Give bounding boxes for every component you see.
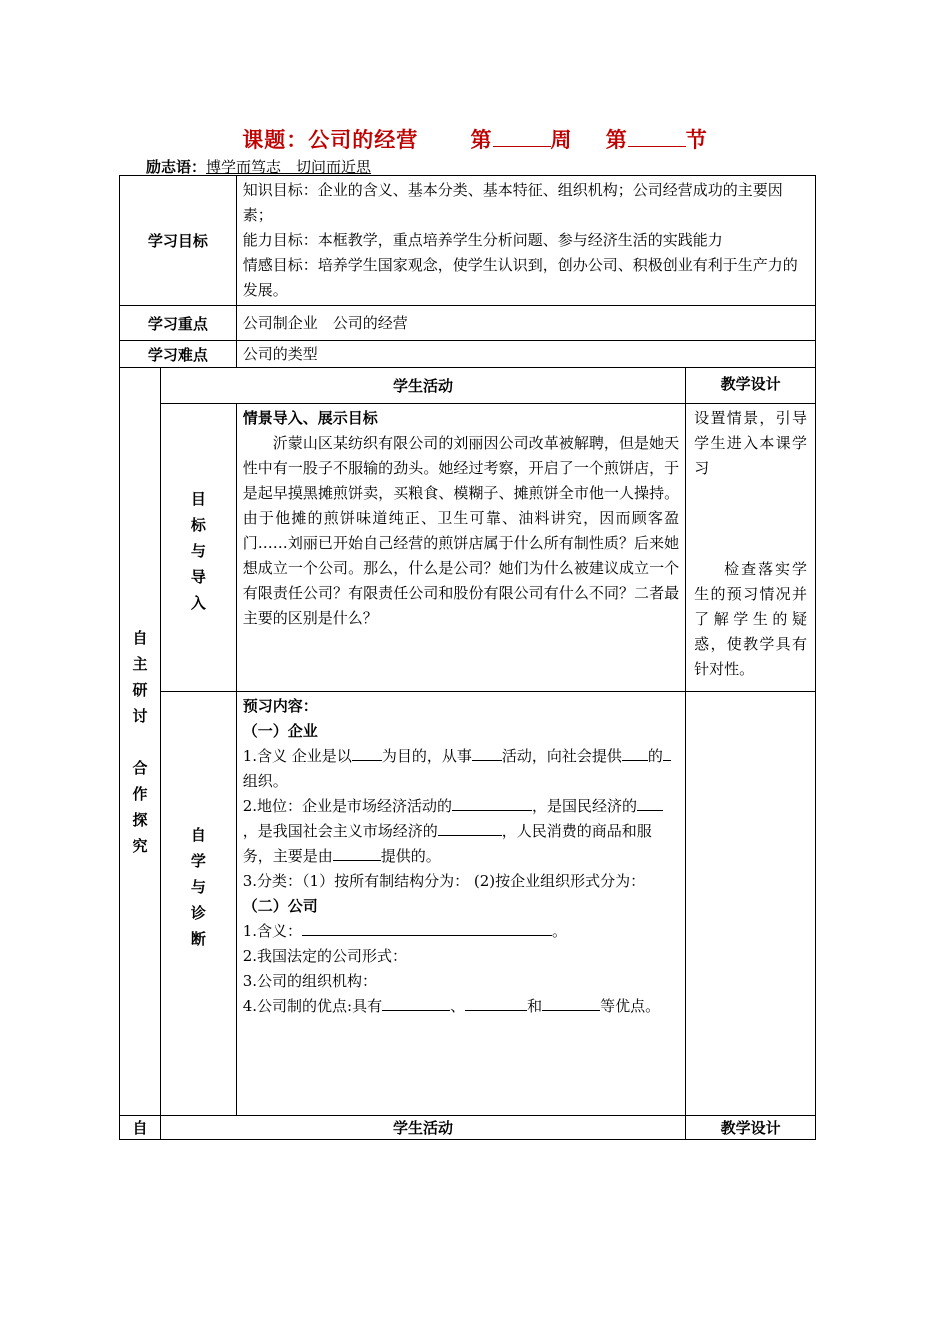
intro-char: 标 [190,516,206,534]
lesson-title [0,124,950,154]
intro-story: 沂蒙山区某纺织有限公司的刘丽因公司改革被解聘，但是她天性中有一股子不服输的劲头。她经过考察，开启了一个煎饼店，于是起早摸黑摊煎饼卖，买粮食、模糊子、摊煎饼全市他一人操持。由于他摊的煎饼味道纯正、卫生可靠、油料讲究，因而顾客盈门……刘丽已开始自己经营的煎饼店属于什么所有制性质？后来她想成立一个公司。那么，什么是公司？她们为什么被建议成立一个有限责任公司？有限责任公司和股份有限公司有什么不同？二者最主要的区别是什么？ [242,434,680,627]
student-activity-header: 学生活动 [160,368,685,404]
intro-char: 目 [190,490,206,508]
section-blank [628,128,686,147]
section-prefix: 第 [605,128,628,152]
outer-char: 探 [132,810,148,829]
section-suffix: 节 [685,128,708,152]
design-note-check: 检查落实学生的预习情况并了解学生的疑惑，使教学具有针对性。 [694,560,807,678]
enterprise-heading: （一）企业 [242,722,318,740]
intro-char: 入 [190,594,206,612]
self-study-row [120,692,816,1116]
week-suffix: 周 [550,128,573,152]
e1-text: 为目的，从事 [381,747,472,765]
e2-text: ，是国民经济的 [532,797,638,815]
e2-text: 提供的。 [380,847,441,865]
e2-text: ，是我国社会主义市场经济的 [242,822,438,840]
c4-text: 4.公司制的优点:具有 [242,997,383,1015]
blank [637,794,663,811]
outer-char: 自 [132,628,148,647]
e1-text: 组织。 [242,772,288,790]
outer-char: 研 [132,680,148,699]
blank [542,994,600,1011]
outer-char: 主 [132,654,148,673]
focus-label: 学习重点 [120,306,237,341]
focus-content: 公司制企业 公司的经营 [236,306,815,341]
enterprise-status [243,794,679,819]
objective-knowledge: 知识目标：企业的含义、基本分类、基本特征、组织机构；公司经营成功的主要因素； [242,181,783,224]
company-heading: （二）公司 [242,897,318,915]
c4-text: 和 [527,997,543,1015]
e1-text: 的 [647,747,663,765]
e2-text: ，人民消费的商品和服务，主要是由 [242,822,652,865]
objectives-content [236,176,815,306]
design-note-situation: 设置情景，引导学生进入本课学习 [694,409,807,477]
goal-intro-label [160,404,236,692]
blank [333,844,381,861]
focus-row [120,306,816,341]
difficulty-label: 学习难点 [120,341,237,368]
blank [452,794,532,811]
outer-char: 作 [132,784,148,803]
motto-label: 励志语： [146,158,207,176]
objectives-label: 学习目标 [120,176,237,306]
self-study-cooperation-label [120,368,161,1116]
teaching-design-cell [686,368,816,692]
blank [472,744,502,761]
c4-text: 等优点。 [600,997,661,1015]
blank [302,919,552,936]
teaching-design-header: 教学设计 [720,375,781,393]
selfstudy-char: 诊 [190,904,206,922]
footer-student-activity: 学生活动 [160,1116,685,1140]
selfstudy-char: 断 [190,930,206,948]
week-blank [493,128,551,147]
c4-text: 、 [450,997,466,1015]
enterprise-status-cont [243,819,679,869]
selfstudy-char: 学 [190,852,206,870]
company-organization: 3.公司的组织机构： [242,972,378,990]
lesson-plan-table [119,175,816,1140]
objectives-row [120,176,816,306]
outer-char: 讨 [132,706,148,725]
outer-char: 合 [132,758,148,777]
preview-heading: 预习内容： [242,697,318,715]
self-study-diagnosis-label [160,692,236,1116]
title-text: 课题：公司的经营 [242,128,419,152]
footer-row [120,1116,816,1140]
enterprise-classification: 3.分类：（1）按所有制结构分为： (2)按企业组织形式分为： [242,872,646,890]
enterprise-definition [243,744,679,769]
blank [438,819,502,836]
blank [352,744,382,761]
activity-header-row [120,368,816,404]
outer-char: 究 [132,836,148,855]
intro-content [236,404,685,692]
e1-text: 1.含义 企业是以 [242,747,352,765]
difficulty-row [120,341,816,368]
c1-text: 1.含义： [242,922,303,940]
e2-text: 2.地位：企业是市场经济活动的 [242,797,453,815]
footer-teaching-design: 教学设计 [686,1116,816,1140]
preview-content [236,692,685,1116]
selfstudy-char: 与 [190,878,206,896]
intro-heading: 情景导入、展示目标 [242,409,378,427]
difficulty-content: 公司的类型 [236,341,815,368]
week-prefix: 第 [470,128,493,152]
company-definition [243,919,679,944]
e1-text: 活动，向社会提供 [501,747,622,765]
blank [663,744,671,761]
company-advantages [243,994,679,1019]
objective-ability: 能力目标：本框教学，重点培养学生分析问题、参与经济生活的实践能力 [242,231,723,249]
design-empty-cell [686,692,816,1116]
footer-label: 自 [120,1116,161,1140]
blank [465,994,527,1011]
motto-text: 博学而笃志 切问而近思 [206,158,372,176]
blank [622,744,648,761]
c1-text: 。 [552,922,568,940]
objective-emotion: 情感目标：培养学生国家观念，使学生认识到，创办公司、积极创业有利于生产力的发展。 [242,256,798,299]
outer-spacer [120,729,160,755]
selfstudy-char: 自 [190,826,206,844]
intro-char: 导 [190,568,206,586]
blank [382,994,450,1011]
motto [146,156,371,177]
intro-char: 与 [190,542,206,560]
company-legal-forms: 2.我国法定的公司形式： [242,947,408,965]
